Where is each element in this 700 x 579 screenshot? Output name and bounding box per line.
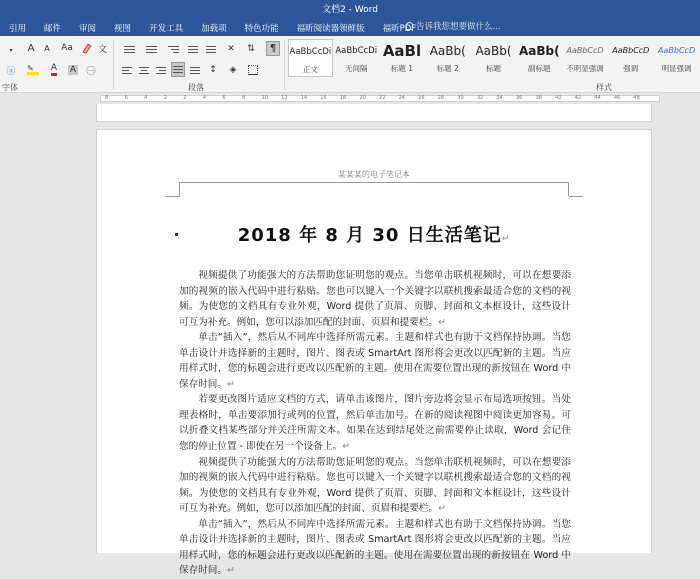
style-preview: AaBb( xyxy=(518,44,560,58)
horizontal-ruler[interactable] xyxy=(0,93,700,104)
paragraph-mark: ↵ xyxy=(438,316,447,328)
tell-me-box[interactable] xyxy=(406,20,501,32)
style-preview: AaBl xyxy=(382,42,422,60)
ruler-number: 6 xyxy=(124,95,128,101)
tab-foxit-pdf[interactable]: 福昕PDF xyxy=(382,24,417,34)
ruler-number: 22 xyxy=(379,95,386,101)
decrease-indent-button[interactable] xyxy=(186,42,200,56)
text-effects-button[interactable] xyxy=(4,63,18,77)
line-spacing-button[interactable] xyxy=(205,63,221,77)
shrink-font-button[interactable]: A xyxy=(44,43,50,53)
chevron-down-icon: ▾ xyxy=(9,46,13,54)
ribbon-tabs xyxy=(0,20,425,36)
font-color-icon: A xyxy=(51,64,57,76)
style-preview: AaBbCcDi xyxy=(335,46,378,56)
ruler-number: 44 xyxy=(594,95,601,101)
align-center-icon xyxy=(139,67,149,74)
style-name: 无间隔 xyxy=(344,64,368,73)
group-divider xyxy=(284,40,285,90)
tab-view[interactable]: 视图 xyxy=(114,24,132,34)
body-paragraph[interactable] xyxy=(179,455,571,517)
tell-me-text: 告诉我您想要做什么... xyxy=(416,22,501,32)
ruler-number: 32 xyxy=(476,95,484,101)
ribbon xyxy=(0,36,700,93)
style-preview: AaBbCcDi xyxy=(289,47,332,57)
align-left-button[interactable] xyxy=(120,63,134,77)
chinese-layout-icon: ✕ xyxy=(227,44,235,54)
ruler-number: 40 xyxy=(555,95,562,101)
shading-button[interactable] xyxy=(225,63,241,77)
ruler-number: 28 xyxy=(437,95,445,101)
document-page[interactable] xyxy=(96,129,652,577)
ruler-number: 38 xyxy=(535,95,542,101)
margin-mark-left xyxy=(165,196,179,197)
ruler-number: 34 xyxy=(496,95,503,101)
phonetic-guide-icon[interactable] xyxy=(96,41,110,55)
multilevel-list-icon xyxy=(168,46,179,53)
style-preview: AaBb( xyxy=(429,44,466,58)
body-paragraph[interactable] xyxy=(179,517,571,579)
sort-button[interactable] xyxy=(244,42,258,56)
paragraph-group-label: 段落 xyxy=(188,83,204,92)
previous-page xyxy=(96,104,652,122)
style-preview: AaBbCcD xyxy=(612,46,650,55)
borders-button[interactable] xyxy=(245,63,261,77)
style-intense-emphasis[interactable] xyxy=(654,39,699,77)
ruler-number: 14 xyxy=(300,95,308,101)
font-size-dropdown[interactable] xyxy=(3,43,19,57)
style-preview: AaBbCcD xyxy=(566,46,604,55)
style-no-spacing[interactable] xyxy=(334,39,379,77)
decrease-indent-icon xyxy=(188,46,198,53)
line-spacing-icon: ↕ xyxy=(209,65,217,75)
ruler-number: 26 xyxy=(418,95,425,101)
style-name: 强调 xyxy=(623,64,639,73)
ruler-number: 4 xyxy=(202,95,207,101)
document-body[interactable] xyxy=(179,268,571,579)
style-emphasis[interactable] xyxy=(608,39,653,77)
tab-references[interactable]: 引用 xyxy=(9,24,27,34)
style-subtitle[interactable] xyxy=(517,39,562,77)
highlight-button[interactable] xyxy=(24,63,42,77)
distributed-icon xyxy=(190,67,200,74)
style-title[interactable] xyxy=(471,39,516,77)
sort-icon: ⇅ xyxy=(247,44,255,54)
grow-font-button[interactable]: A xyxy=(27,42,35,54)
group-divider xyxy=(113,40,114,90)
ruler-number: 8 xyxy=(105,95,109,101)
ruler-number: 4 xyxy=(144,95,148,101)
distributed-button[interactable] xyxy=(188,63,202,77)
multilevel-list-button[interactable] xyxy=(164,42,182,56)
change-case-button[interactable]: Aa xyxy=(61,43,73,53)
tab-mailings[interactable]: 邮件 xyxy=(44,24,62,34)
highlighter-icon: ✎ xyxy=(27,65,39,75)
body-paragraph[interactable] xyxy=(179,392,571,454)
paragraph-text: 单击“插入”，然后从不同库中选择所需元素。主题和样式也有助于文档保持协调。当您单击设计并选择新的主题时，图片、图表或 SmartArt 图形将会更改以匹配新的主题。当应用样式时，您的标题会进行更改以匹配新的主题。使用在需要位置出现的新按钮在 Word 中保存时间。 xyxy=(179,518,571,577)
ruler-number: 6 xyxy=(222,95,226,101)
paint-bucket-icon: ◈ xyxy=(229,65,237,75)
style-name: 标题 2 xyxy=(436,64,459,73)
enclose-character-glyph: ㊀ xyxy=(86,66,96,77)
clear-formatting-icon[interactable] xyxy=(80,41,94,55)
numbering-button[interactable] xyxy=(142,42,160,56)
style-name: 不明显强调 xyxy=(566,64,604,73)
paragraph-mark: ↵ xyxy=(226,565,236,577)
ruler-number: 18 xyxy=(339,95,347,101)
numbering-icon xyxy=(146,46,157,53)
margin-mark-right xyxy=(569,196,583,197)
ruler-number: 10 xyxy=(261,95,268,101)
bullets-button[interactable] xyxy=(120,42,138,56)
ruler-number: 2 xyxy=(183,95,187,101)
tab-developer[interactable]: 开发工具 xyxy=(149,24,184,34)
paragraph-mark: ↵ xyxy=(501,234,511,244)
lightbulb-icon xyxy=(406,22,413,30)
paragraph-text: 若要更改图片适应文档的方式，请单击该图片，图片旁边将会显示布局选项按钮。当处理表格时，单击要添加行或列的位置，然后单击加号。在新的阅读视图中阅读更加容易。可以折叠文档某些部分并关注所需文本。如果在达到结尾处之前需要停止读取，Word 会记住您的停止位置 - 即使在另一个设备上。 xyxy=(179,394,571,453)
styles-group-label: 样式 xyxy=(596,83,612,92)
tab-addins[interactable]: 加载项 xyxy=(201,24,227,34)
increase-indent-icon xyxy=(206,46,216,53)
paragraph-text: 视频提供了功能强大的方法帮助您证明您的观点。当您单击联机视频时，可以在想要添加的视频的嵌入代码中进行粘贴。您也可以键入一个关键字以联机搜索最适合您的文档的视频。为使您的文档具有专业外观，Word 提供了页眉、页脚、封面和文本框设计，这些设计可互为补充。例如，您可以添加匹配的封面、页眉和提要栏。 xyxy=(179,270,571,328)
ruler-number: 16 xyxy=(320,95,327,101)
ruler-scale xyxy=(100,95,660,102)
increase-indent-button[interactable] xyxy=(204,42,218,56)
paragraph-mark: ↵ xyxy=(438,503,447,515)
style-name: 副标题 xyxy=(528,64,551,73)
character-shading-icon: A xyxy=(69,65,77,75)
window-title: 文档2 - Word xyxy=(322,5,378,15)
ruler-number: 48 xyxy=(633,95,640,101)
ruler-number: 2 xyxy=(163,95,167,101)
header-border xyxy=(179,182,569,196)
borders-icon xyxy=(248,65,258,75)
align-right-icon xyxy=(156,67,166,74)
title-bar xyxy=(0,0,700,36)
body-paragraph[interactable] xyxy=(179,268,571,330)
align-center-button[interactable] xyxy=(137,63,151,77)
style-name: 标题 1 xyxy=(390,64,414,73)
style-normal[interactable] xyxy=(288,39,333,77)
svg-text:文: 文 xyxy=(98,45,108,55)
document-title-text: 2018 年 8 月 30 日生活笔记 xyxy=(237,225,502,246)
style-subtle-emphasis[interactable] xyxy=(563,39,608,77)
style-heading-1[interactable] xyxy=(380,39,425,77)
pilcrow-icon: ¶ xyxy=(269,43,277,54)
style-heading-2[interactable] xyxy=(425,39,470,77)
chinese-layout-button[interactable] xyxy=(222,42,240,56)
enclose-character-icon[interactable] xyxy=(84,63,98,77)
style-preview: AaBbCcD xyxy=(658,46,696,55)
align-left-icon xyxy=(122,67,132,74)
paragraph-text: 单击“插入”，然后从不同库中选择所需元素。主题和样式也有助于文档保持协调。当您单击设计并选择新的主题时，图片、图表或 SmartArt 图形将会更改以匹配新的主题。当应用样式时，您的标题会进行更改以匹配新的主题。使用在需要位置出现的新按钮在 Word 中保存时间。 xyxy=(179,332,571,390)
align-right-button[interactable] xyxy=(154,63,168,77)
ruler-number: 24 xyxy=(398,95,405,101)
document-title[interactable] xyxy=(97,221,651,247)
ruler-number: 46 xyxy=(613,95,621,101)
styles-gallery xyxy=(288,39,700,79)
text-effects-icon: ⓐ xyxy=(6,66,16,77)
style-name: 明显强调 xyxy=(661,64,692,73)
tab-features[interactable]: 特色功能 xyxy=(244,24,279,34)
ruler-number: 8 xyxy=(242,95,246,101)
ruler-number: 30 xyxy=(457,95,464,101)
style-name: 标题 xyxy=(486,64,501,73)
show-marks-button[interactable] xyxy=(266,41,280,56)
ruler-number: 20 xyxy=(359,95,366,101)
tab-review[interactable]: 审阅 xyxy=(79,24,97,34)
ruler-number: 12 xyxy=(281,95,288,101)
tab-foxit-reader[interactable]: 福昕阅读器领鲜版 xyxy=(296,24,365,34)
character-shading-button[interactable] xyxy=(66,63,80,77)
paragraph-text: 视频提供了功能强大的方法帮助您证明您的观点。当您单击联机视频时，可以在想要添加的视频的嵌入代码中进行粘贴。您也可以键入一个关键字以联机搜索最适合您的文档的视频。为使您的文档具有专业外观，Word 提供了页眉、页脚、封面和文本框设计，这些设计可互为补充。例如，您可以添加匹配的封面、页眉和提要栏。 xyxy=(179,456,571,515)
justify-icon xyxy=(173,66,183,73)
style-name: 正文 xyxy=(302,65,318,74)
paragraph-mark: ↵ xyxy=(226,378,236,390)
body-paragraph[interactable] xyxy=(179,330,571,392)
ruler-number: 36 xyxy=(516,95,523,101)
justify-button[interactable] xyxy=(171,62,185,77)
ruler-number: 42 xyxy=(574,95,582,101)
font-color-button[interactable] xyxy=(46,63,62,77)
font-group-label: 字体 xyxy=(2,83,18,92)
style-preview: AaBb( xyxy=(475,44,512,58)
bullets-icon xyxy=(124,46,135,53)
page-header[interactable]: 某某某的电子笔记本 xyxy=(338,170,410,179)
paragraph-mark: ↵ xyxy=(342,441,351,453)
